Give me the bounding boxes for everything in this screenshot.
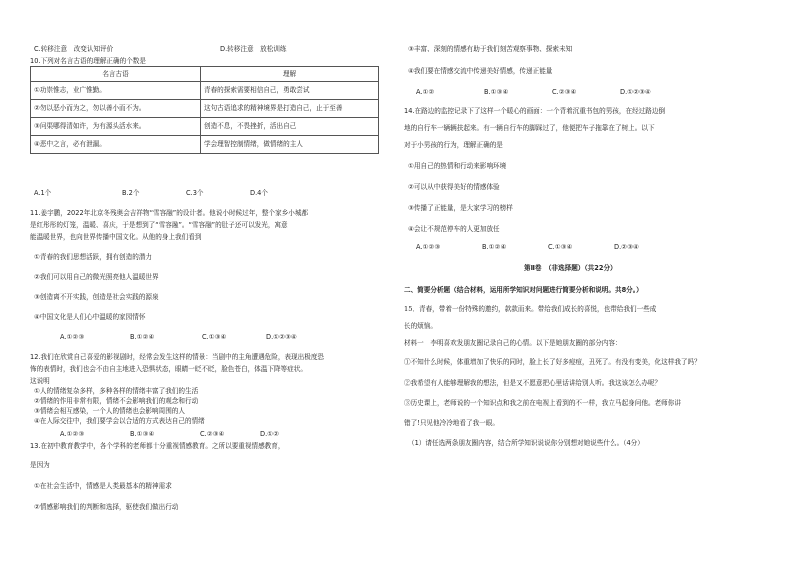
meaning-cell: 学会理智控制情绪，做情绪的主人 (201, 136, 379, 154)
q13-option-d: D.①②③④ (620, 88, 651, 96)
q12-item: ④在人际交往中，我们要学会以合适的方式表达自己的情绪 (34, 417, 205, 425)
q11-item: ④中国文化是人们心中温暖的家园情怀 (34, 313, 146, 321)
q11-option-b: B.①②④ (130, 333, 155, 341)
q13-item: ④我们要在情感交流中传递美好情感，传递正能量 (408, 67, 553, 75)
q14-stem-line: 14.在路边的监控记录下了这样一个暖心的画面：一个背着沉重书包的男孩，在经过路边倒 (404, 107, 666, 115)
q12-option-d: D.①② (260, 430, 279, 438)
q11-item: ②我们可以用自己的微光照亮他人温暖世界 (34, 273, 159, 281)
q12-item: ③情绪会相互感染，一个人的情绪也会影响周围的人 (34, 407, 185, 415)
q14-item: ②可以从中获得美好的情感体验 (408, 183, 500, 191)
q11-stem-line: 是红彤彤的灯笼，温暖、喜庆，于是想到了“雪容融”。“雪容融”的肚子还可以发光，寓意 (30, 221, 288, 229)
q11-stem-line: 能温暖世界，也向世界传播中国文化。从他的身上我们看到 (30, 233, 202, 241)
section-heading: 二、简要分析题（结合材料，运用所学知识对问题进行简要分析和说明。共8分。） (404, 286, 643, 294)
q15-intro-line: 长的烦恼。 (404, 322, 437, 330)
meaning-cell: 这句古语追求的精神境界是打造自己，止于至善 (201, 100, 379, 118)
q12-option-c: C.②③④ (200, 430, 225, 438)
q14-option-d: D.②③④ (614, 243, 639, 251)
table-row (31, 136, 379, 154)
q13-item: ③丰富、深刻的情感有助于我们刻苦观察事物、探索未知 (408, 45, 573, 53)
q14-item: ①用自己的热情和行动来影响环境 (408, 162, 507, 170)
q11-item: ①青春的我们思想活跃，拥有创造的潜力 (34, 253, 153, 261)
quote-cell: ②勿以恶小而为之，勿以善小而不为。 (31, 100, 201, 118)
q15-material: 材料一 李明喜欢发朋友圈记录自己的心情。以下是她朋友圈的部分内容： (404, 339, 622, 347)
q10-option-c: C.3个 (186, 189, 204, 197)
table-row (31, 82, 379, 100)
q10-option-d: D.4个 (250, 189, 268, 197)
q15-post: ③历史课上，老师说的一个知识点和我之前在电视上看到的不一样，我立马起身问他。老师你讲 (404, 399, 681, 407)
quote-cell: ③问渠哪得清如许，为有源头活水来。 (31, 118, 201, 136)
table-row (31, 118, 379, 136)
q12-option-a: A.①②③ (60, 430, 85, 438)
q12-stem-line: 12.我们在欣赏自己喜爱的影视剧时，经常会发生这样的情景：当剧中的主角遭遇危险，表现出极度恐 (30, 353, 325, 361)
quote-cell: ④恶中之言，必有泄漏。 (31, 136, 201, 154)
q12-stem-line: 怖的表情时，我们也会不由自主地进入恐惧状态，眼睛一眨不眨，脸色苍白，体温下降等症状。 (30, 365, 307, 373)
option-d: D.转移注意 放松训练 (220, 45, 287, 53)
option-c: C.转移注意 改变认知评价 (34, 45, 114, 53)
q11-option-d: D.①②③④ (266, 333, 297, 341)
meaning-cell: 创造不息，不畏挫折，活出自己 (201, 118, 379, 136)
q12-stem-line: 这说明 (30, 377, 50, 385)
q13-option-b: B.①③④ (484, 88, 509, 96)
q15-intro-line: 15．青春，带着一份特殊的邀约，款款而来。带给我们成长的喜悦，也带给我们一些成 (404, 305, 657, 313)
q12-item: ②情绪的作用非常有限，情绪不会影响我们的观念和行动 (34, 397, 199, 405)
q13-option-c: C.②③④ (552, 88, 577, 96)
q14-option-a: A.①②③ (416, 243, 441, 251)
q14-item: ④会让不规范停车的人更加放任 (408, 225, 500, 233)
q11-option-a: A.①②③ (60, 333, 85, 341)
q14-stem-line: 地的自行车一辆辆扶起来。有一辆自行车的脚踩过了，他便把车子拖靠在了树上。以下 (404, 124, 655, 132)
meaning-cell: 青春的探索需要相信自己，勇敢尝试 (201, 82, 379, 100)
q15-post: ②我希望有人能够理解我的想法，但是又不愿意把心里话讲给别人听。我这该怎么办呢？ (404, 379, 662, 387)
q10-option-b: B.2个 (122, 189, 140, 197)
q15-post: ①不知什么时候，体重增加了快乐的同时，脸上长了好多痘痘，丑死了。有没有变美，化这样我了吗？ (404, 358, 701, 366)
quote-cell: ①功崇惟志，业广惟勤。 (31, 82, 201, 100)
maxim-table (30, 66, 379, 154)
part2-title: 第Ⅱ卷 （非选择题）（共22分） (524, 264, 617, 272)
q11-option-c: C.①③④ (202, 333, 227, 341)
q14-option-c: C.①③④ (548, 243, 573, 251)
q10-option-a: A.1个 (34, 189, 52, 197)
q13-item: ②情感影响我们的判断和选择，驱使我们做出行动 (34, 503, 179, 511)
q15-question: （1）请任选两条朋友圈内容，结合所学知识说说你分别想对她说些什么。（4分） (408, 439, 644, 447)
q14-stem-line: 对于小男孩的行为，理解正确的是 (404, 141, 503, 149)
maxim-table-header (31, 67, 379, 82)
q14-item: ③传播了正能量，是大家学习的榜样 (408, 204, 513, 212)
q15-post: 错了!只见他冷冷地看了我一眼。 (404, 419, 499, 427)
q12-option-b: B.①③④ (130, 430, 155, 438)
q13-stem-line: 13.在初中教育教学中，各个学科的老师都十分重视情感教育。之所以要重视情感教育， (30, 442, 285, 450)
q14-option-b: B.①②④ (482, 243, 507, 251)
table-row (31, 100, 379, 118)
q11-stem-line: 11.姜宇鹏，2022年北京冬残奥会吉祥物“雪容融”的设计者。他说小时候过年，整个家乡小城都 (30, 209, 309, 217)
q12-item: ①人的情绪复杂多样，多种各样的情绪丰富了我们的生活 (34, 387, 199, 395)
q13-item: ①在社会生活中，情感是人类最基本的精神需求 (34, 482, 172, 490)
q13-stem-line: 是因为 (30, 461, 50, 469)
header-quote: 名言古语 (31, 67, 201, 82)
q11-item: ③创造离不开实践，创造是社会实践的源泉 (34, 293, 159, 301)
q10-stem: 10.下列对名言古语的理解正确的个数是 (30, 57, 146, 65)
header-meaning: 理解 (201, 67, 379, 82)
q13-option-a: A.①② (416, 88, 435, 96)
